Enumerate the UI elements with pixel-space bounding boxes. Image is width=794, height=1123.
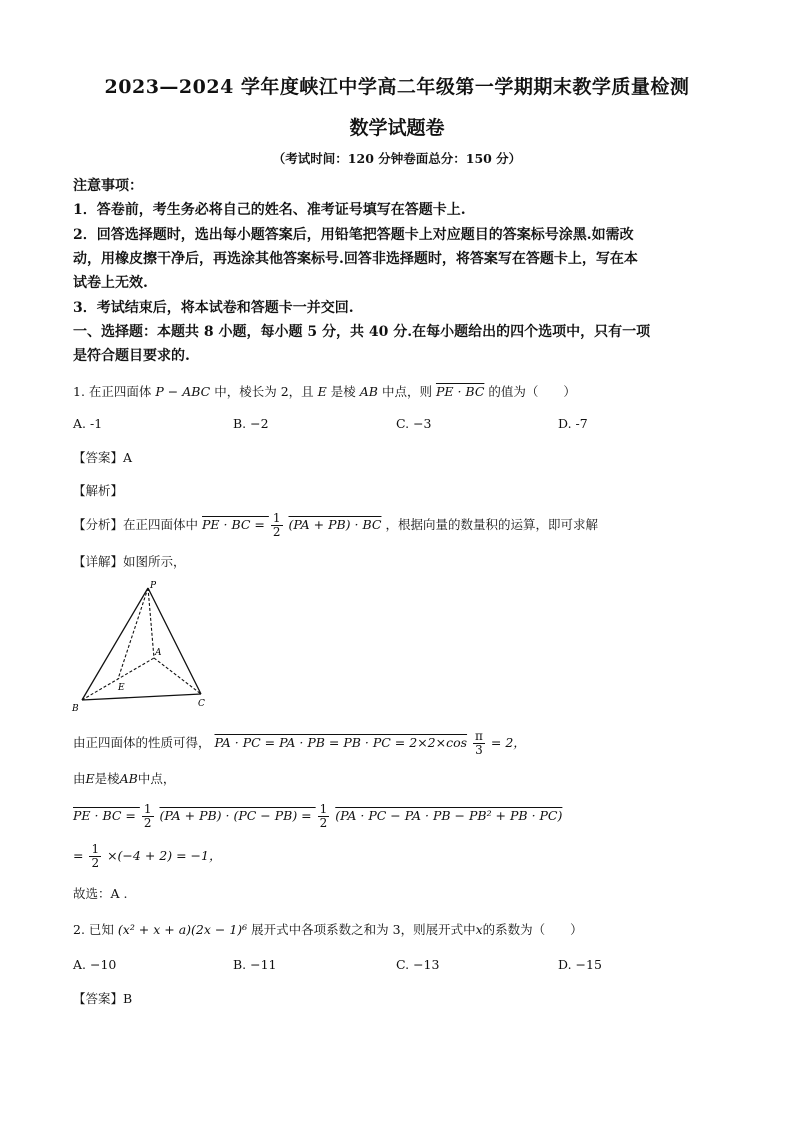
- notes-item-1: 1．答卷前，考生务必将自己的姓名、准考证号填写在答题卡上.: [73, 202, 466, 218]
- q2-option-b: B. −11: [233, 957, 277, 972]
- q1-step-3-right: (PA · PC − PA · PB − PB² + PB · PC): [335, 808, 563, 823]
- q2-stem-x: x: [475, 922, 483, 937]
- q1-fenxi-tag: 【分析】: [73, 517, 124, 532]
- q1-detail-tag: 【详解】: [73, 554, 124, 569]
- q2-stem-prefix: 2. 已知: [73, 922, 114, 937]
- section-1-heading-line-2: 是符合题目要求的.: [73, 348, 190, 364]
- q1-answer-tag: 【答案】: [73, 450, 124, 465]
- q1-step-4-prefix: =: [73, 848, 88, 863]
- edge-pe: [118, 588, 148, 679]
- q1-step-3-fraction-1: [142, 803, 154, 830]
- fraction-denominator: 2: [143, 816, 152, 830]
- label-p: P: [150, 581, 157, 591]
- q2-answer: [73, 989, 132, 1007]
- q1-step-1-fraction: [473, 730, 485, 757]
- q1-step-2-suffix: 中点，: [137, 771, 176, 786]
- q1-fenxi-prefix: 在正四面体中: [123, 517, 199, 532]
- q1-fenxi-expr-left: PE · BC =: [202, 517, 269, 532]
- label-e: E: [118, 683, 125, 693]
- exam-info: （考试时间：120 分钟卷面总分：150 分）: [272, 151, 522, 166]
- question-2-stem: [73, 920, 583, 938]
- fraction-numerator: π: [475, 729, 483, 743]
- q1-stem-tetrahedron: P − ABC: [155, 384, 211, 399]
- q1-stem-prefix: 1. 在正四面体: [73, 384, 152, 399]
- q2-answer-value: B: [123, 991, 133, 1006]
- q2-option-d: D. −15: [558, 957, 602, 972]
- notes-heading: 注意事项：: [73, 178, 143, 194]
- q1-stem-e: E: [317, 384, 327, 399]
- q1-fenxi-fraction: [271, 512, 283, 539]
- fraction-denominator: 2: [319, 816, 328, 830]
- section-1-heading-line-1: 一、选择题：本题共 8 小题，每小题 5 分，共 40 分.在每小题给出的四个选项中，只有一项: [73, 324, 651, 340]
- fraction-numerator: 1: [319, 802, 328, 816]
- q1-stem-ab: AB: [359, 384, 378, 399]
- q1-analysis-tag: 【解析】: [73, 483, 124, 498]
- q1-fenxi: [73, 512, 598, 539]
- tetrahedron-figure: [70, 578, 220, 713]
- fraction-denominator: 2: [272, 525, 281, 539]
- q1-option-d: D. -7: [558, 416, 588, 431]
- fraction-numerator: 1: [143, 802, 152, 816]
- q1-detail: [73, 552, 186, 570]
- q1-option-c: C. −3: [396, 416, 432, 431]
- notes-item-2-line-3: 试卷上无效.: [73, 275, 148, 291]
- fraction-numerator: 1: [91, 842, 100, 856]
- q1-step-1-expr: PA · PC = PA · PB = PB · PC = 2×2×cos: [214, 735, 468, 750]
- q1-step-2: [73, 769, 175, 787]
- q2-stem-expression: (x² + x + a)(2x − 1)⁶: [117, 922, 248, 937]
- edge-pb: [82, 588, 148, 700]
- q1-step-1: [73, 730, 526, 757]
- q1-step-4-suffix: ×(−4 + 2) = −1，: [107, 848, 222, 863]
- fraction-numerator: 1: [272, 511, 281, 525]
- question-1-stem: [73, 382, 576, 400]
- q1-step-2-mid: 是棱: [94, 771, 120, 786]
- q2-option-c: C. −13: [396, 957, 440, 972]
- q1-answer-value: A: [123, 450, 133, 465]
- fraction-denominator: 3: [475, 743, 483, 757]
- q1-option-b: B. −2: [233, 416, 269, 431]
- fraction-denominator: 2: [91, 856, 100, 870]
- q1-step-3-left: PE · BC =: [73, 808, 140, 823]
- edge-ac: [154, 658, 201, 694]
- q1-stem-mid-1: 中，棱长为 2，且: [214, 384, 314, 399]
- q1-option-a: A. -1: [73, 416, 103, 431]
- q1-step-4-fraction: [89, 843, 101, 870]
- q1-step-3: [73, 803, 562, 830]
- label-c: C: [198, 699, 205, 709]
- q2-option-a: A. −10: [73, 957, 117, 972]
- q2-stem-suffix: 的系数为（ ）: [482, 922, 583, 937]
- q1-step-1-prefix: 由正四面体的性质可得，: [73, 735, 211, 750]
- q1-step-2-e: E: [85, 771, 95, 786]
- q2-stem-mid: 展开式中各项系数之和为 3，则展开式中: [251, 922, 476, 937]
- q1-step-3-fraction-2: [318, 803, 330, 830]
- q1-stem-suffix: 的值为（ ）: [488, 384, 576, 399]
- label-a: A: [155, 648, 162, 658]
- q1-step-2-ab: AB: [119, 771, 138, 786]
- q1-step-2-prefix: 由: [73, 771, 86, 786]
- label-b: B: [72, 704, 79, 713]
- q1-fenxi-suffix: ，根据向量的数量积的运算，即可求解: [385, 517, 598, 532]
- q1-fenxi-expr-right: (PA + PB) · BC: [288, 517, 382, 532]
- q1-detail-text: 如图所示，: [123, 554, 186, 569]
- q1-answer: [73, 448, 132, 466]
- q1-conclusion: 故选：A .: [73, 886, 128, 901]
- q1-step-1-suffix: = 2，: [490, 735, 526, 750]
- notes-item-3: 3．考试结束后，将本试卷和答题卡一并交回.: [73, 300, 354, 316]
- q2-answer-tag: 【答案】: [73, 991, 124, 1006]
- q1-stem-mid-2: 是棱: [330, 384, 356, 399]
- q1-step-4: [73, 843, 221, 870]
- notes-item-2-line-1: 2．回答选择题时，选出每小题答案后，用铅笔把答题卡上对应题目的答案标号涂黑.如需改: [73, 227, 634, 243]
- q1-stem-mid-3: 中点，则: [381, 384, 432, 399]
- exam-title: 2023—2024 学年度峡江中学高二年级第一学期期末教学质量检测: [104, 76, 690, 98]
- exam-subtitle: 数学试题卷: [349, 117, 445, 139]
- edge-bc: [82, 694, 201, 700]
- notes-item-2-line-2: 动，用橡皮擦干净后，再选涂其他答案标号.回答非选择题时，将答案写在答题卡上，写在本: [73, 251, 638, 267]
- edge-pc: [148, 588, 201, 694]
- q1-step-3-mid: (PA + PB) · (PC − PB) =: [159, 808, 316, 823]
- q1-stem-vector-expression: PE · BC: [435, 384, 485, 399]
